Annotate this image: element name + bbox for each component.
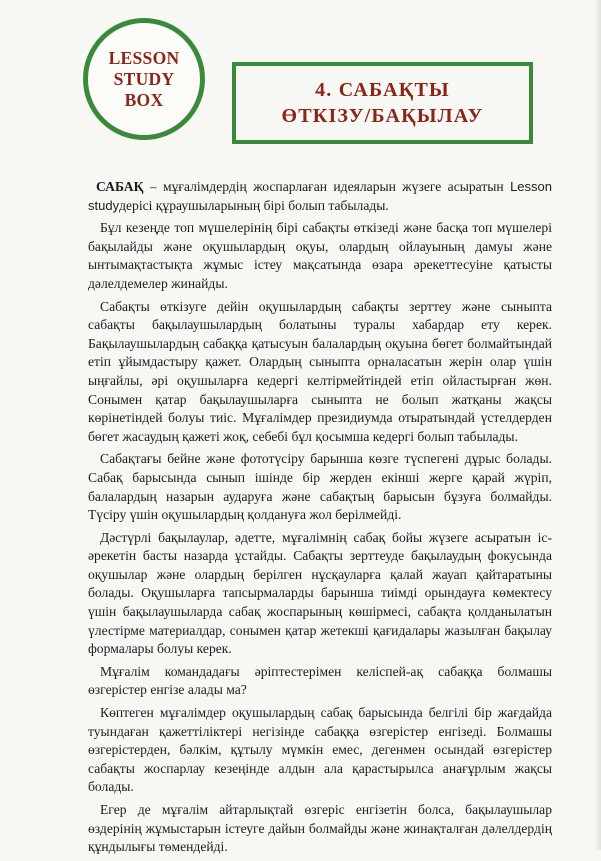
- document-body: [88, 178, 552, 861]
- section-title-line-1: 4. САБАҚТЫ: [315, 79, 450, 101]
- badge-line-1: LESSON: [108, 47, 180, 68]
- page-edge: [595, 0, 601, 850]
- paragraph-1-text-b: дерісі құраушыларының бірі болып табылады.: [119, 197, 389, 213]
- paragraph-7: Көптеген мұғалімдер оқушылардың сабақ барысында белгілі бір жағдайда туындаған қажеттіліктері негізінде сабаққа өзгерістер енгізеді. Болмашы өзгерістерден, бәлкім, құтылу мүмкін емес, дегенмен осындай өзгерістер сабақты жоспарлау кезеңінде алдын ала қарастырылса анағұрлым жақсы болады.: [88, 705, 552, 795]
- paragraph-1-lead: САБАҚ: [96, 179, 144, 194]
- paragraph-3: Сабақты өткізуге дейін оқушылардың сабақты зерттеу және сыныпта сабақты бақылаушылардың болатыны туралы хабардар ету керек. Бақылаушылардың сабаққа қатысуын балалардың оқуына бөгет болмайтындай етіп ұйымдастыру қажет. Олардың сыныпта орналасатын жерін олар үшін ыңғайлы, әрі оқушыларға кедергі келтірмейтіндей етіп ойластырған жөн. Сонымен қатар бақылаушыларға сыныпта не болып жатқаны жақсы көрінетіндей болуы тиіс. Мұғалімдер президиумда отыратындай үстелдерден бөгет жасаудың қажеті жоқ, себебі бұл қосымша кедергі болып табылады.: [88, 298, 552, 444]
- badge-line-2: STUDY: [113, 68, 175, 89]
- paragraph-1-text-a: – мұғалімдердің жоспарлаған идеяларын жүзеге асыратын: [143, 179, 511, 194]
- paragraph-6: Мұғалім командадағы әріптестерімен келіспей-ақ сабаққа болмашы өзгерістер енгізе алады ма?: [88, 663, 552, 698]
- badge-line-3: BOX: [124, 89, 164, 110]
- paragraph-1: [88, 178, 552, 215]
- lesson-study-box-badge: [83, 18, 205, 140]
- paragraph-5: Дәстүрлі бақылаулар, әдетте, мұғалімнің сабақ бойы жүзеге асыратын іс-әрекетін басты назарда ұстайды. Сабақты зерттеуде бақылаудың фокусында оқушылар және олардың берілген нұсқауларға қалай жауап қайтаратыны болады. Оқушыларға тапсырмаларды барынша тиімді орындауға көмектесу үшін бақылаушыларда сабақ жоспарының көшірмесі, сабақта қолданылатын үлестірме материалдар, сонымен қатар жетекші қағидалары жазылған бақылау формалары болуы керек.: [88, 529, 552, 657]
- paragraph-2: Бұл кезеңде топ мүшелерінің бірі сабақты өткізеді және басқа топ мүшелері бақылайды және оқушылардың оқуы, олардың ойлауының дамуы және ынтымақтастықта жұмыс істеу мақсатында өзара әрекеттесуіне қатысты дәлелдемелер жинайды.: [88, 220, 552, 291]
- paragraph-1-term: Lesson study: [88, 179, 552, 213]
- section-title-line-2: ӨТКІЗУ/БАҚЫЛАУ: [281, 105, 484, 127]
- paragraph-4: Сабақтағы бейне және фототүсіру барынша көзге түспегені дұрыс болады. Сабақ барысында сынып ішінде бір жерден екінші жерге қарай жүріп, балалардың назарын аударуға және сабақтың барысын бұзуға болмайды. Түсіру үшін оқушылардың қолдануға жол берілмейді.: [88, 451, 552, 523]
- section-title-box: [232, 62, 533, 144]
- paragraph-8: Егер де мұғалім айтарлықтай өзгеріс енгізетін болса, бақылаушылар өздерінің жұмыстарын істеуге дайын болмайды және жинақталған дәлелдердің құндылығы төмендейді.: [88, 802, 552, 855]
